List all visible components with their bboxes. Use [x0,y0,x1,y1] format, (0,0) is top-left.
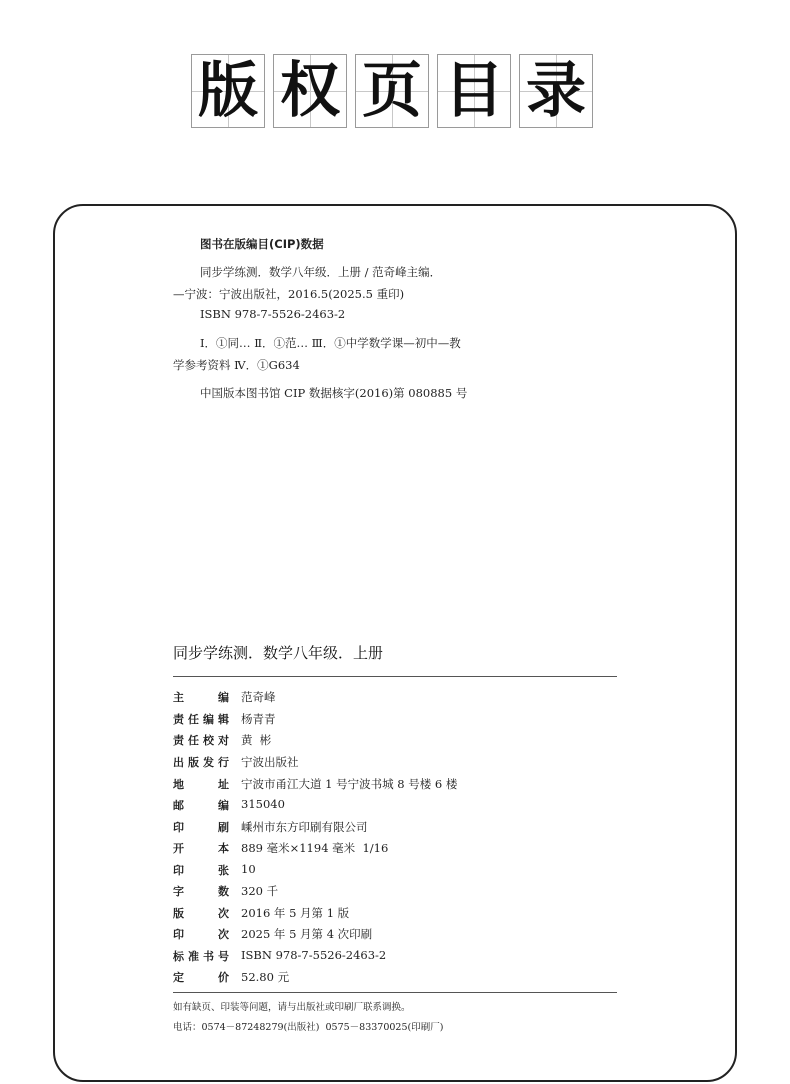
info-label: 印次 [173,928,229,941]
info-label: 主编 [173,691,229,704]
info-label: 邮编 [173,799,229,812]
cip-line: Ⅰ．①同… Ⅱ．①范… Ⅲ．①中学数学课—初中—教 [200,336,461,350]
info-label: 责任编辑 [173,713,229,726]
cip-line: 中国版本图书馆 CIP 数据核字(2016)第 080885 号 [200,386,468,400]
title-char: 权 [280,56,340,126]
info-label: 出版发行 [173,756,229,769]
cip-heading: 图书在版编目(CIP)数据 [200,237,324,251]
info-label: 字数 [173,885,229,898]
page-title [0,54,790,128]
title-char-box [191,54,265,128]
info-label: 责任校对 [173,734,229,747]
info-value: 2016 年 5 月第 1 版 [241,906,350,920]
title-char: 页 [362,56,422,126]
info-value: 2025 年 5 月第 4 次印刷 [241,927,373,941]
footer-note: 如有缺页、印装等问题，请与出版社或印刷厂联系调换。 [173,1002,411,1013]
title-char-box [519,54,593,128]
title-char: 版 [198,56,258,126]
cip-line: ISBN 978-7-5526-2463-2 [200,307,346,321]
book-title: 同步学练测．数学八年级．上册 [173,644,384,662]
info-label: 标准书号 [173,950,229,963]
title-char-box [273,54,347,128]
cip-line: 同步学练测．数学八年级．上册 / 范奇峰主编． [200,265,442,279]
info-value: 黄 彬 [241,733,272,747]
info-label: 印刷 [173,821,229,834]
cip-line: —宁波：宁波出版社，2016.5(2025.5 重印) [173,287,405,301]
info-label: 定价 [173,971,229,984]
divider [173,992,617,993]
info-value: 889 毫米×1194 毫米 1/16 [241,841,389,855]
title-char-box [437,54,511,128]
info-value: 315040 [241,797,285,811]
cip-line: 学参考资料 Ⅳ．①G634 [173,358,300,372]
info-label: 开本 [173,842,229,855]
info-value: 嵊州市东方印刷有限公司 [241,820,368,834]
info-value: 320 千 [241,884,279,898]
title-char-box [355,54,429,128]
footer-phone: 电话：0574－87248279(出版社) 0575－83370025(印刷厂) [173,1022,444,1033]
info-value: 宁波市甬江大道 1 号宁波书城 8 号楼 6 楼 [241,777,458,791]
info-value: 52.80 元 [241,970,290,984]
info-value: ISBN 978-7-5526-2463-2 [241,948,387,962]
divider [173,676,617,677]
info-value: 宁波出版社 [241,755,299,769]
info-value: 杨青青 [241,712,276,726]
title-char: 录 [526,56,586,126]
info-label: 地址 [173,778,229,791]
info-value: 范奇峰 [241,690,276,704]
info-label: 印张 [173,864,229,877]
info-value: 10 [241,862,256,876]
info-label: 版次 [173,907,229,920]
title-char: 目 [444,56,504,126]
